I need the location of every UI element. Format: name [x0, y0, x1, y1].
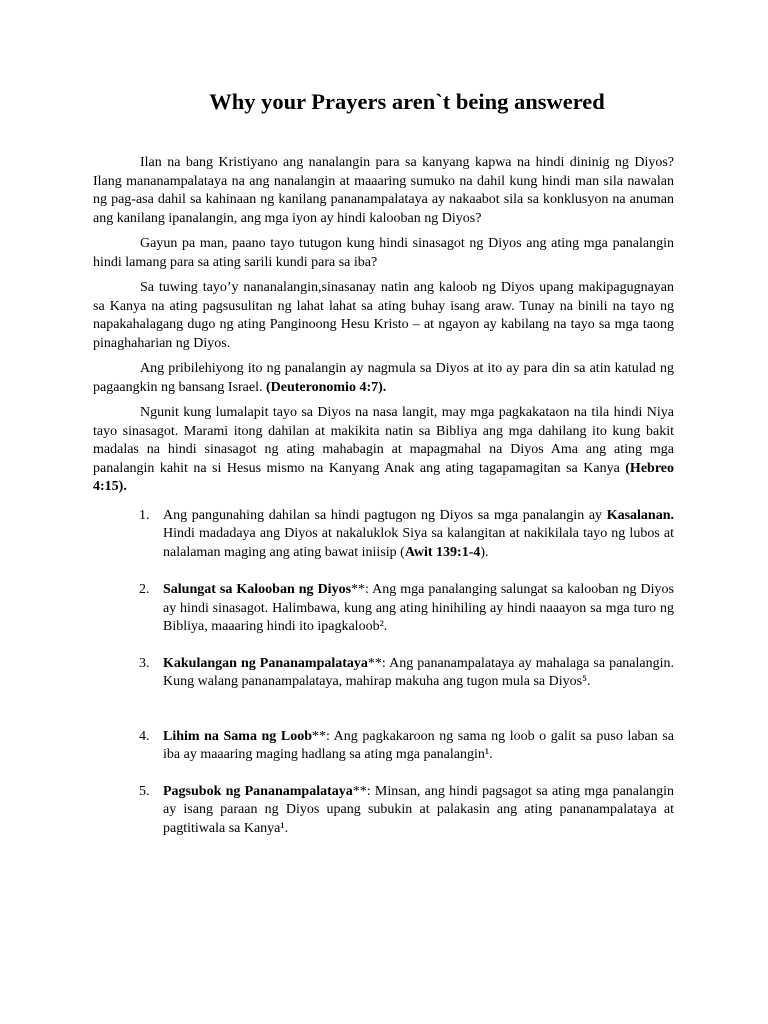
list-item: [93, 728, 674, 765]
list-item-heading: Lihim na Sama ng Loob: [163, 728, 312, 744]
list-item-heading: Pagsubok ng Pananampalataya: [163, 783, 353, 799]
reasons-list: [93, 507, 674, 839]
list-item-text: **: Ang pananampalataya ay mahalaga sa panalangin. Kung walang pananampalataya, mahirap makuha ang tugon mula sa Diyos⁵.: [163, 655, 674, 689]
paragraph-1: Ilan na bang Kristiyano ang nanalangin para sa kanyang kapwa na hindi dininig ng Diyos? Ilang mananampalataya na ang nanalangin at maaaring sumuko na dahil kung hindi man sila nawalan ng pag-asa dahil sa kahinaan ng kanilang pananampalataya ay nakaabot sila sa konklusyon na anuman ang kanilang ipanalangin, ang mga iyon ay hindi kalooban ng Diyos?: [93, 155, 674, 226]
list-item: [93, 507, 674, 563]
list-number: 4.: [139, 728, 150, 744]
list-number: 3.: [139, 655, 150, 671]
list-number: 2.: [139, 582, 150, 597]
list-item-text: Hindi madadaya ang Diyos at nakaluklok Siya sa kalangitan at nakikilala tayo ng lubos at nalalaman maging ang ating bawat iniisip (: [163, 526, 674, 560]
list-item-text: **: Ang mga panalanging salungat sa kalooban ng Diyos ay hindi sinasagot. Halimbawa, kung ang ating hinihiling ay hindi naaayon sa mga turo ng Bibliya, maaaring hindi ito ipagkaloob².: [163, 582, 674, 634]
list-item-intro: Ang pangunahing dahilan sa hindi pagtugon ng Diyos sa mga panalangin ay: [163, 507, 607, 523]
list-item: [93, 655, 674, 692]
list-item-end: ).: [480, 544, 489, 560]
paragraph-5-text: Ngunit kung lumalapit tayo sa Diyos na nasa langit, may mga pagkakataon na tila hindi Niya tayo sinasagot. Marami itong dahilan at makikita natin sa Bibliya ang mga dahilang ito kung bakit madalas na hindi sinasagot ng ating mahabagin at mapagmahal na Diyos Ama ang ating mga panalangin kahit na si Hesus mismo na Kanyang Anak ang ating tagapamagitan sa Kanya: [93, 405, 674, 476]
bible-reference: (Deuteronomio 4:7).: [266, 379, 387, 395]
list-number: 1.: [139, 507, 150, 523]
paragraph-2: Gayun pa man, paano tayo tutugon kung hindi sinasagot ng Diyos ang ating mga panalangin hindi lamang para sa ating sarili kundi para sa iba?: [93, 236, 674, 270]
list-number: 5.: [139, 783, 150, 799]
paragraph-4: [93, 360, 674, 397]
paragraph-3: Sa tuwing tayo’y nananalangin,sinasanay natin ang kaloob ng Diyos upang makipagugnayan sa Kanya na ating pagsusulitan ng lahat lahat sa ating buhay isang araw. Tunay na binili na tayo ng napakahalagang dugo ng ating Panginoong Hesu Kristo – at ngayon ay kabilang na tayo sa mga taong pinaghaharian ng Diyos.: [93, 280, 674, 351]
bible-reference: (Hebreo 4:15).: [93, 460, 674, 494]
document-body: [93, 154, 674, 838]
paragraph-4-text: Ang pribilehiyong ito ng panalangin ay nagmula sa Diyos at ito ay para din sa atin katulad ng pagaangkin ng bansang Israel.: [93, 361, 674, 395]
paragraph-5: [93, 404, 674, 497]
list-item-heading: Kakulangan ng Pananampalataya: [163, 655, 368, 671]
bible-reference: Awit 139:1-4: [404, 544, 481, 560]
list-item: [93, 783, 674, 839]
list-item-text: **: Ang pagkakaroon ng sama ng loob o galit sa puso laban sa iba ay maaaring maging hadlang sa ating mga panalangin¹.: [163, 728, 674, 762]
list-item-text: **: Minsan, ang hindi pagsagot sa ating mga panalangin ay isang paraan ng Diyos upang subukin at palakasin ang ating pananampalataya at pagtitiwala sa Kanya¹.: [163, 783, 674, 836]
list-item-heading: Salungat sa Kalooban ng Diyos: [163, 582, 352, 597]
list-item-heading: Kasalanan.: [606, 507, 674, 523]
document-title: Why your Prayers aren`t being answered: [209, 89, 605, 114]
list-item: [93, 581, 674, 637]
